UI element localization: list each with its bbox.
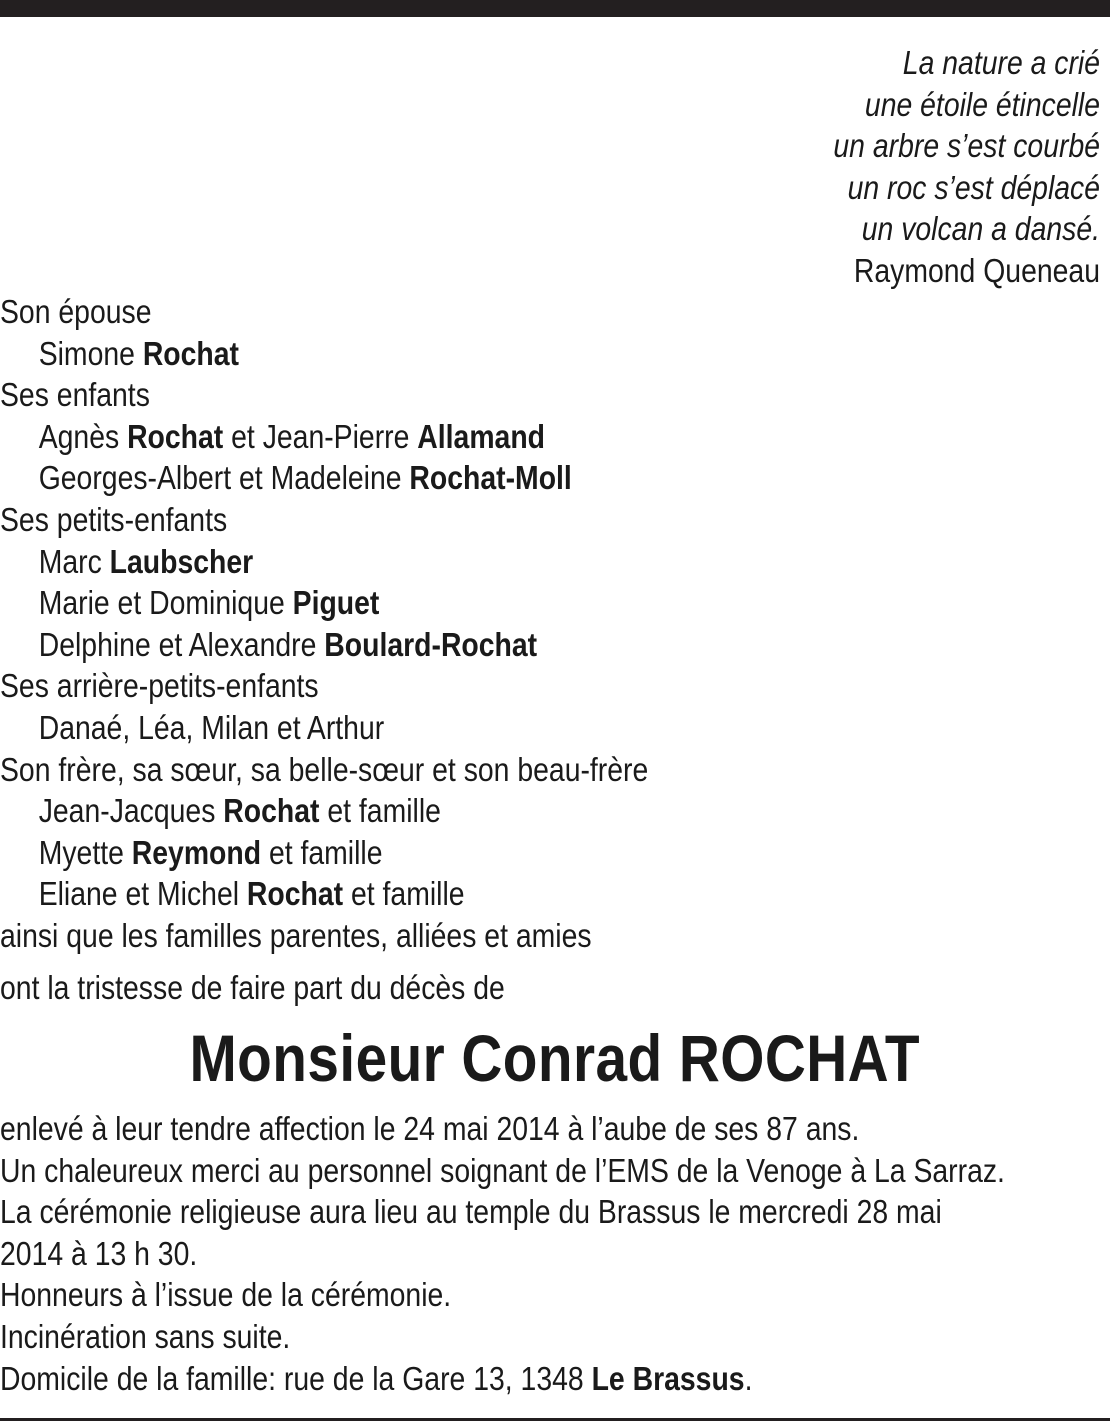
top-rule [0,0,1110,17]
announcement: ont la tristesse de faire part du décès de [0,969,505,1006]
poem [833,42,1100,292]
great-grandchildren-entry: Danaé, Léa, Milan et Arthur [38,708,385,746]
grandchild-entry: Marc Laubscher [38,542,254,580]
great-grandchildren-heading: Ses arrière-petits-enfants [0,667,319,705]
child-entry: Georges-Albert et Madeleine Rochat-Moll [38,459,572,497]
details-line: Incinération sans suite. [0,1317,291,1355]
sibling-entry: Jean-Jacques Rochat et famille [38,792,441,830]
details [0,1108,1005,1399]
grandchild-entry: Delphine et Alexandre Boulard-Rochat [38,625,538,663]
other-relatives: ainsi que les familles parentes, alliées et amies [0,916,592,954]
details-line: 2014 à 13 h 30. [0,1234,198,1272]
poem-verse: un roc s’est déplacé [847,168,1100,206]
domicile-line: Domicile de la famille: rue de la Gare 13, 1348 Le Brassus. [0,1359,753,1397]
bottom-rule [0,1418,1110,1421]
details-line: Honneurs à l’issue de la cérémonie. [0,1276,452,1314]
siblings-heading: Son frère, sa sœur, sa belle-sœur et son beau-frère [0,750,649,788]
grandchildren-heading: Ses petits-enfants [0,500,228,538]
deceased-name: Monsieur Conrad ROCHAT [189,1021,921,1095]
family-list [0,291,648,957]
poem-verse: La nature a crié [902,44,1100,81]
children-heading: Ses enfants [0,376,150,414]
spouse-heading: Son épouse [0,293,152,330]
details-line: enlevé à leur tendre affection le 24 mai 2014 à l’aube de ses 87 ans. [0,1110,860,1147]
poem-author: Raymond Queneau [853,251,1100,289]
sibling-entry: Myette Reymond et famille [38,833,383,871]
poem-verse: un volcan a dansé. [861,210,1100,248]
details-line: Un chaleureux merci au personnel soignant de l’EMS de la Venoge à La Sarraz. [0,1151,1005,1189]
sibling-entry: Eliane et Michel Rochat et famille [38,875,465,913]
child-entry: Agnès Rochat et Jean-Pierre Allamand [38,417,546,455]
poem-verse: un arbre s’est courbé [833,127,1100,165]
grandchild-entry: Marie et Dominique Piguet [38,584,380,622]
spouse-entry: Simone Rochat [38,334,239,372]
details-line: La cérémonie religieuse aura lieu au temple du Brassus le mercredi 28 mai [0,1193,942,1231]
poem-verse: une étoile étincelle [864,85,1100,123]
